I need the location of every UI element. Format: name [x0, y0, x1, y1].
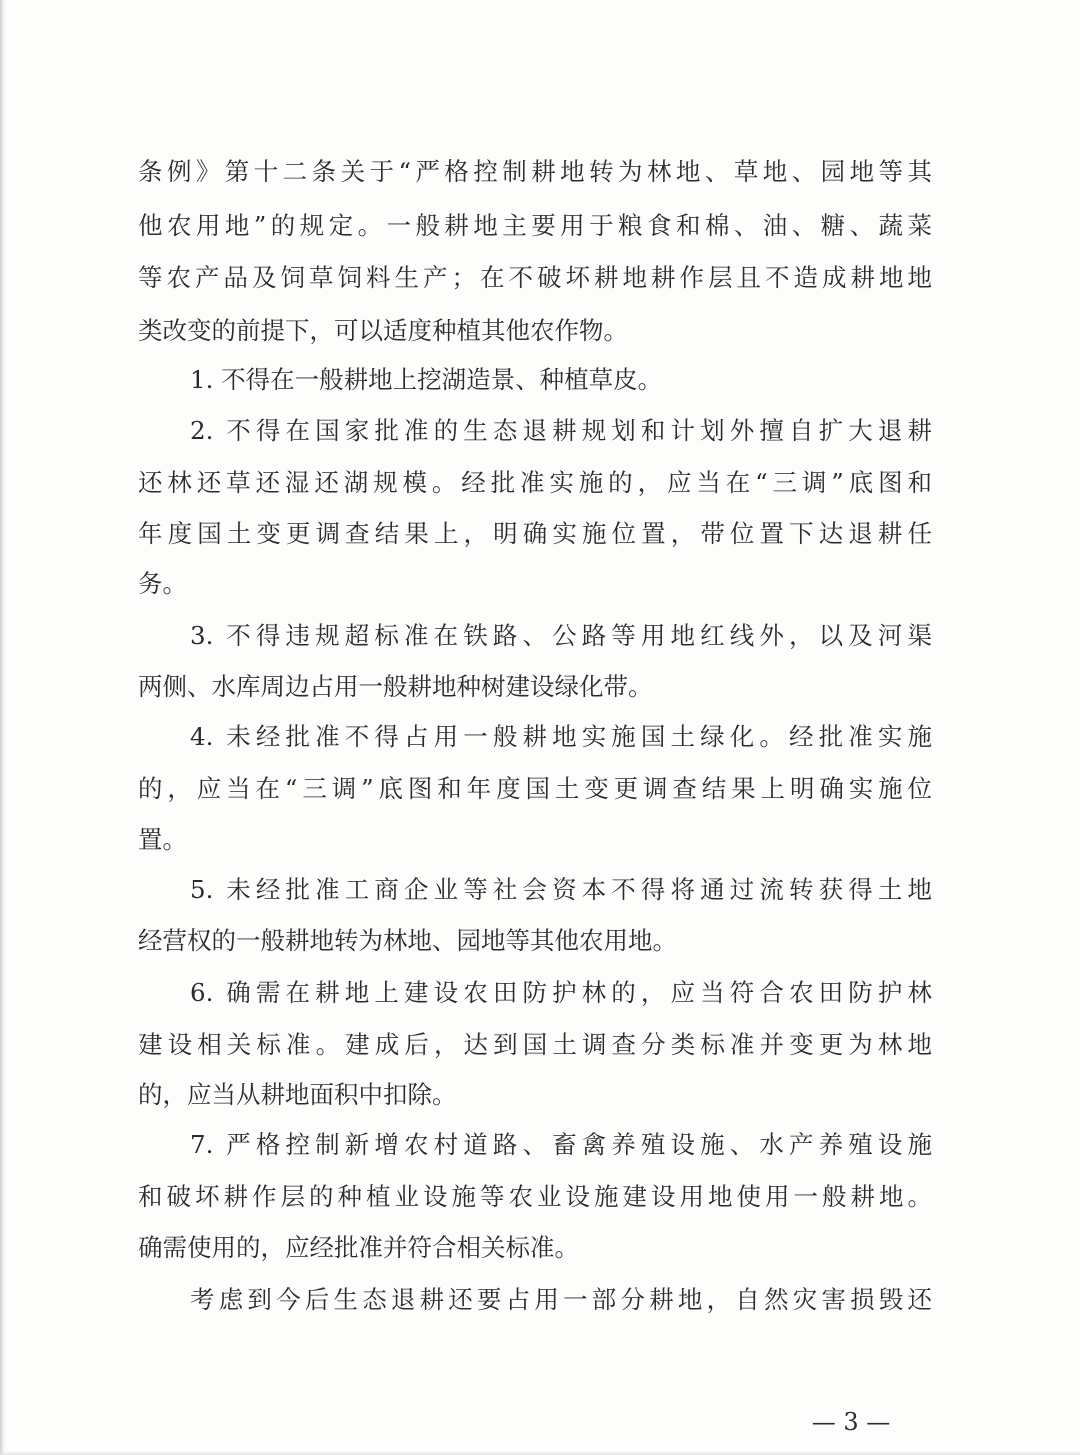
- text-line: 的，应当在“三调”底图和年度国土变更调查结果上明确实施位: [138, 774, 932, 803]
- text-line: 条例》第十二条关于“严格控制耕地转为林地、草地、园地等其: [138, 157, 932, 186]
- text-line: 的，应当从耕地面积中扣除。: [138, 1080, 457, 1109]
- text-line: 等农产品及饲草饲料生产；在不破坏耕地耕作层且不造成耕地地: [138, 263, 932, 292]
- bottom-edge-shadow: [0, 1451, 1080, 1455]
- text-line: 7. 严格控制新增农村道路、畜禽养殖设施、水产养殖设施: [190, 1130, 932, 1159]
- text-line: 4. 未经批准不得占用一般耕地实施国土绿化。经批准实施: [190, 722, 932, 751]
- text-line: 类改变的前提下，可以适度种植其他农作物。: [138, 316, 628, 345]
- text-line: 建设相关标准。建成后，达到国土调查分类标准并变更为林地: [138, 1030, 932, 1059]
- text-line: 考虑到今后生态退耕还要占用一部分耕地，自然灾害损毁还: [190, 1285, 932, 1314]
- text-line: 经营权的一般耕地转为林地、园地等其他农用地。: [138, 926, 677, 955]
- text-line: 还林还草还湿还湖规模。经批准实施的，应当在“三调”底图和: [138, 468, 932, 497]
- page-number: — 3 —: [811, 1408, 891, 1436]
- text-line: 置。: [138, 825, 187, 854]
- text-line: 5. 未经批准工商企业等社会资本不得将通过流转获得土地: [190, 875, 932, 904]
- text-line: 务。: [138, 569, 187, 598]
- text-line: 1. 不得在一般耕地上挖湖造景、种植草皮。: [190, 365, 663, 394]
- text-line: 年度国土变更调查结果上，明确实施位置，带位置下达退耕任: [138, 519, 932, 548]
- text-line: 3. 不得违规超标准在铁路、公路等用地红线外，以及河渠: [190, 621, 932, 650]
- text-line: 和破坏耕作层的种植业设施等农业设施建设用地使用一般耕地。: [138, 1182, 932, 1211]
- text-line: 确需使用的，应经批准并符合相关标准。: [138, 1233, 579, 1262]
- text-line: 6. 确需在耕地上建设农田防护林的，应当符合农田防护林: [190, 978, 932, 1007]
- text-line: 他农用地”的规定。一般耕地主要用于粮食和棉、油、糖、蔬菜: [138, 211, 932, 240]
- text-line: 2. 不得在国家批准的生态退耕规划和计划外擅自扩大退耕: [190, 416, 932, 445]
- scan-edge-shadow: [0, 0, 6, 1455]
- text-line: 两侧、水库周边占用一般耕地种树建设绿化带。: [138, 672, 653, 701]
